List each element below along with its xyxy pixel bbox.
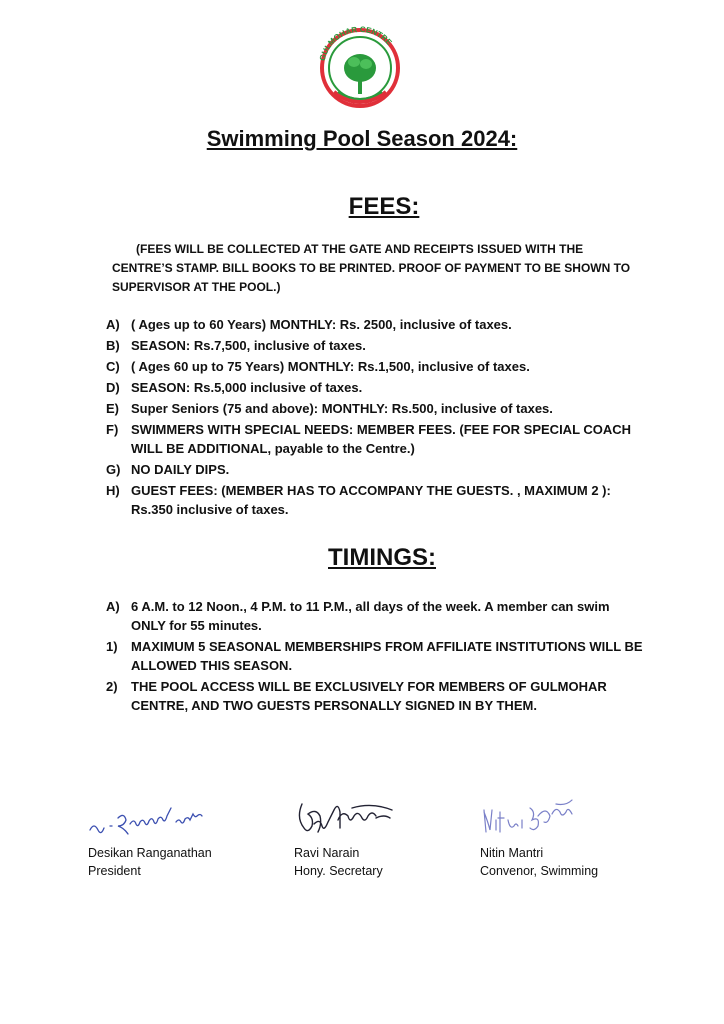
signature-nitin-mantri <box>478 790 628 842</box>
list-marker: G) <box>106 462 121 477</box>
timings-heading: TIMINGS: <box>328 544 436 571</box>
list-marker: H) <box>106 483 120 498</box>
list-text: MAXIMUM 5 SEASONAL MEMBERSHIPS FROM AFFILIATE INSTITUTIONS WILL BE ALLOWED THIS SEASON. <box>131 639 643 673</box>
list-item <box>106 399 646 418</box>
page-title: Swimming Pool Season 2024: <box>206 126 518 151</box>
list-item <box>106 481 646 519</box>
signatory-name: Ravi Narain <box>294 846 360 860</box>
list-marker: A) <box>106 317 120 332</box>
signature-ravi-narain <box>292 790 442 842</box>
list-marker: 1) <box>106 639 118 654</box>
signatory-secretary <box>292 790 492 878</box>
list-marker: B) <box>106 338 120 353</box>
list-item <box>106 336 646 355</box>
list-marker: E) <box>106 401 119 416</box>
svg-text:GULMOHAR CENTRE: GULMOHAR CENTRE <box>317 24 394 62</box>
list-text: GUEST FEES: (MEMBER HAS TO ACCOMPANY THE GUESTS. , MAXIMUM 2 ): Rs.350 inclusive of taxes. <box>131 483 611 517</box>
list-marker: F) <box>106 422 119 437</box>
list-marker: A) <box>106 599 120 614</box>
gulmohar-centre-logo <box>304 24 416 110</box>
list-item <box>106 357 646 376</box>
list-text: SEASON: Rs.7,500, inclusive of taxes. <box>131 338 366 353</box>
list-text: 6 A.M. to 12 Noon., 4 P.M. to 11 P.M., all days of the week. A member can swim ONLY for 55 minutes. <box>131 599 610 633</box>
list-item <box>106 637 646 675</box>
fees-heading: FEES: <box>348 193 420 220</box>
list-item <box>106 597 646 635</box>
list-marker: C) <box>106 359 120 374</box>
list-item <box>106 378 646 397</box>
tree-logo-icon <box>304 24 416 110</box>
list-text: SWIMMERS WITH SPECIAL NEEDS: MEMBER FEES. (FEE FOR SPECIAL COACH WILL BE ADDITIONAL, payable to the Centre.) <box>131 422 632 456</box>
list-marker: D) <box>106 380 120 395</box>
list-marker: 2) <box>106 679 118 694</box>
list-text: ( Ages 60 up to 75 Years) MONTHLY: Rs.1,500, inclusive of taxes. <box>131 359 530 374</box>
list-text: SEASON: Rs.5,000 inclusive of taxes. <box>131 380 363 395</box>
fees-note: (FEES WILL BE COLLECTED AT THE GATE AND RECEIPTS ISSUED WITH THE CENTRE’S STAMP. BILL BOOKS TO BE PRINTED. PROOF OF PAYMENT TO BE SHOWN TO SUPERVISOR AT THE POOL.) <box>112 242 631 294</box>
list-item <box>106 420 646 458</box>
list-text: ( Ages up to 60 Years) MONTHLY: Rs. 2500, inclusive of taxes. <box>131 317 512 332</box>
list-text: Super Seniors (75 and above): MONTHLY: Rs.500, inclusive of taxes. <box>131 401 553 416</box>
signatory-name: Nitin Mantri <box>480 846 544 860</box>
signatory-convenor <box>478 790 678 878</box>
signatory-role: President <box>88 864 141 878</box>
list-item <box>106 315 646 334</box>
list-item <box>106 677 646 715</box>
list-text: NO DAILY DIPS. <box>131 462 230 477</box>
timings-list <box>106 597 646 717</box>
signatory-president <box>86 790 286 878</box>
list-item <box>106 460 646 479</box>
signatory-role: Convenor, Swimming <box>480 864 599 878</box>
signature-desikan-ranganathan <box>86 790 236 842</box>
signatory-name: Desikan Ranganathan <box>88 846 212 860</box>
fees-list <box>106 315 646 521</box>
list-text: THE POOL ACCESS WILL BE EXCLUSIVELY FOR MEMBERS OF GULMOHAR CENTRE, AND TWO GUESTS PERSONALLY SIGNED IN BY THEM. <box>131 679 607 713</box>
signatory-role: Hony. Secretary <box>294 864 383 878</box>
